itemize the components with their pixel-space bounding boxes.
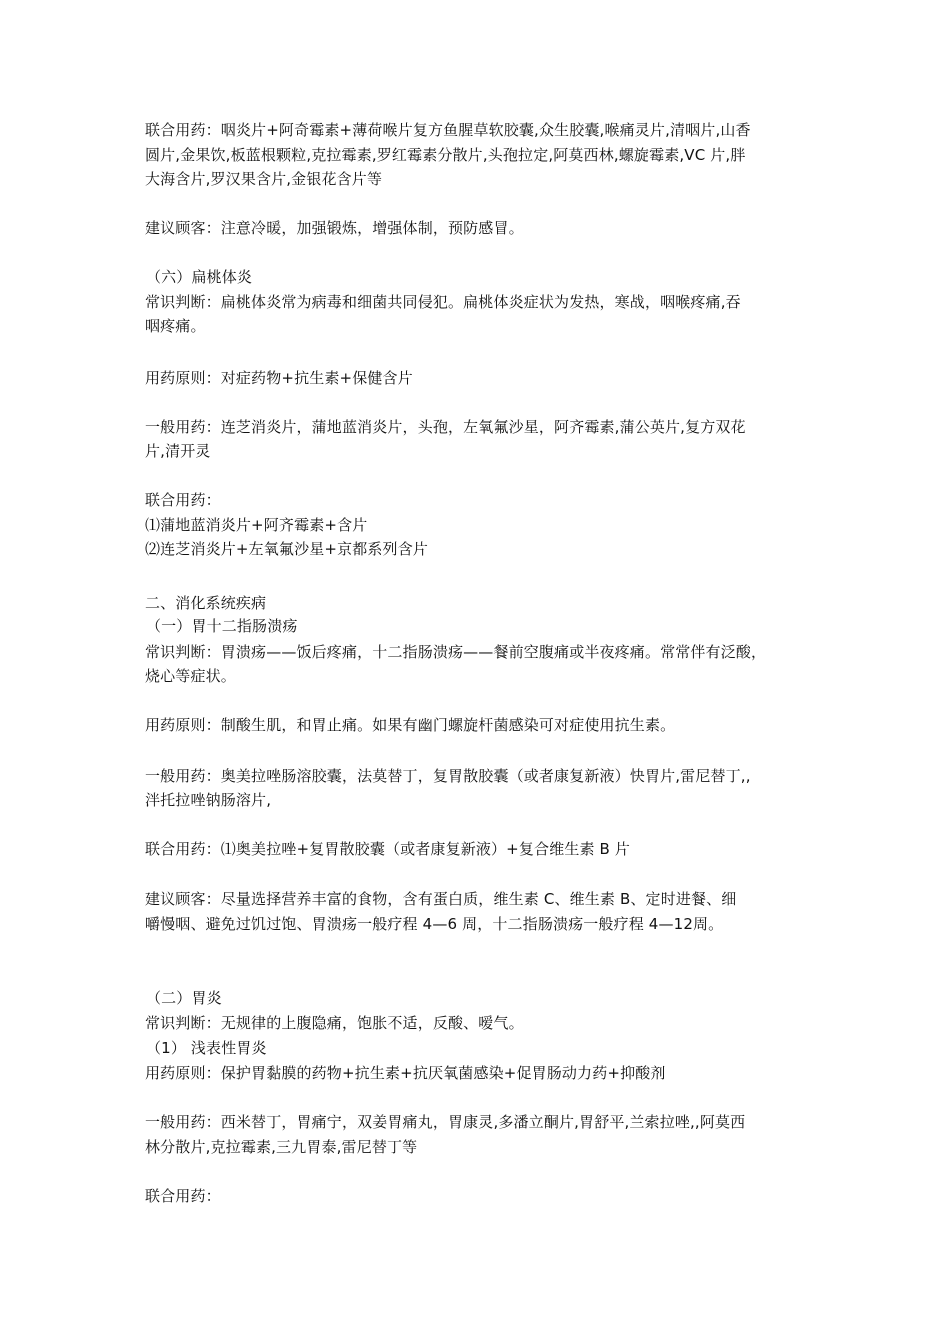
text-line: 建议顾客：尽量选择营养丰富的食物，含有蛋白质，维生素 C、维生素 B、定时进餐、细 <box>145 890 737 908</box>
text-line: 建议顾客：注意冷暖，加强锻炼，增强体制，预防感冒。 <box>145 219 524 237</box>
text-line: 联合用药： <box>145 491 221 509</box>
text-line: 常识判断：胃溃疡——饭后疼痛，十二指肠溃疡——餐前空腹痛或半夜疼痛。常常伴有泛酸， <box>145 643 767 661</box>
section-heading: 二、消化系统疾病 <box>145 594 267 612</box>
text-line: 泮托拉唑钠肠溶片, <box>145 791 272 809</box>
text-line: 嚼慢咽、避免过饥过饱、胃溃疡一般疗程 4—6 周，十二指肠溃疡一般疗程 4—12周。 <box>145 915 724 933</box>
text-line: 用药原则：保护胃黏膜的药物+抗生素+抗厌氧菌感染+促胃肠动力药+抑酸剂 <box>145 1064 666 1082</box>
text-line: 一般用药：西米替丁，胃痛宁，双姜胃痛丸，胃康灵,多潘立酮片,胃舒平,兰索拉唑,,阿莫西 <box>145 1113 746 1131</box>
text-line: 林分散片,克拉霉素,三九胃泰,雷尼替丁等 <box>145 1138 418 1156</box>
text-line: 片,清开灵 <box>145 442 211 460</box>
section-heading: （一）胃十二指肠溃疡 <box>146 617 298 635</box>
text-line: 联合用药： <box>145 1187 221 1205</box>
text-line: 联合用药：咽炎片+阿奇霉素+薄荷喉片复方鱼腥草软胶囊,众生胶囊,喉痛灵片,清咽片,山香 <box>145 121 751 139</box>
text-line: 圆片,金果饮,板蓝根颗粒,克拉霉素,罗红霉素分散片,头孢拉定,阿莫西林,螺旋霉素,VC 片,胖 <box>145 146 746 164</box>
text-line: 咽疼痛。 <box>145 317 206 335</box>
text-line: 常识判断：扁桃体炎常为病毒和细菌共同侵犯。扁桃体炎症状为发热，寒战，咽喉疼痛,吞 <box>145 293 741 311</box>
text-line: 大海含片,罗汉果含片,金银花含片等 <box>145 170 383 188</box>
section-heading: （六）扁桃体炎 <box>146 268 253 286</box>
subsection-heading: （1） 浅表性胃炎 <box>146 1039 267 1057</box>
text-line: ⑵连芝消炎片+左氧氟沙星+京都系列含片 <box>145 540 428 558</box>
text-line: 常识判断：无规律的上腹隐痛，饱胀不适，反酸、嗳气。 <box>145 1014 524 1032</box>
text-line: ⑴蒲地蓝消炎片+阿齐霉素+含片 <box>145 516 368 534</box>
text-line: 一般用药：连芝消炎片，蒲地蓝消炎片，头孢，左氧氟沙星，阿齐霉素,蒲公英片,复方双花 <box>145 418 746 436</box>
text-line: 用药原则：对症药物+抗生素+保健含片 <box>145 369 413 387</box>
text-line: 一般用药：奥美拉唑肠溶胶囊，法莫替丁，复胃散胶囊（或者康复新液）快胃片,雷尼替丁,, <box>145 767 751 785</box>
text-line: 烧心等症状。 <box>145 667 236 685</box>
section-heading: （二）胃炎 <box>146 989 222 1007</box>
text-line: 用药原则：制酸生肌，和胃止痛。如果有幽门螺旋杆菌感染可对症使用抗生素。 <box>145 716 676 734</box>
text-line: 联合用药：⑴奥美拉唑+复胃散胶囊（或者康复新液）+复合维生素 B 片 <box>145 840 631 858</box>
